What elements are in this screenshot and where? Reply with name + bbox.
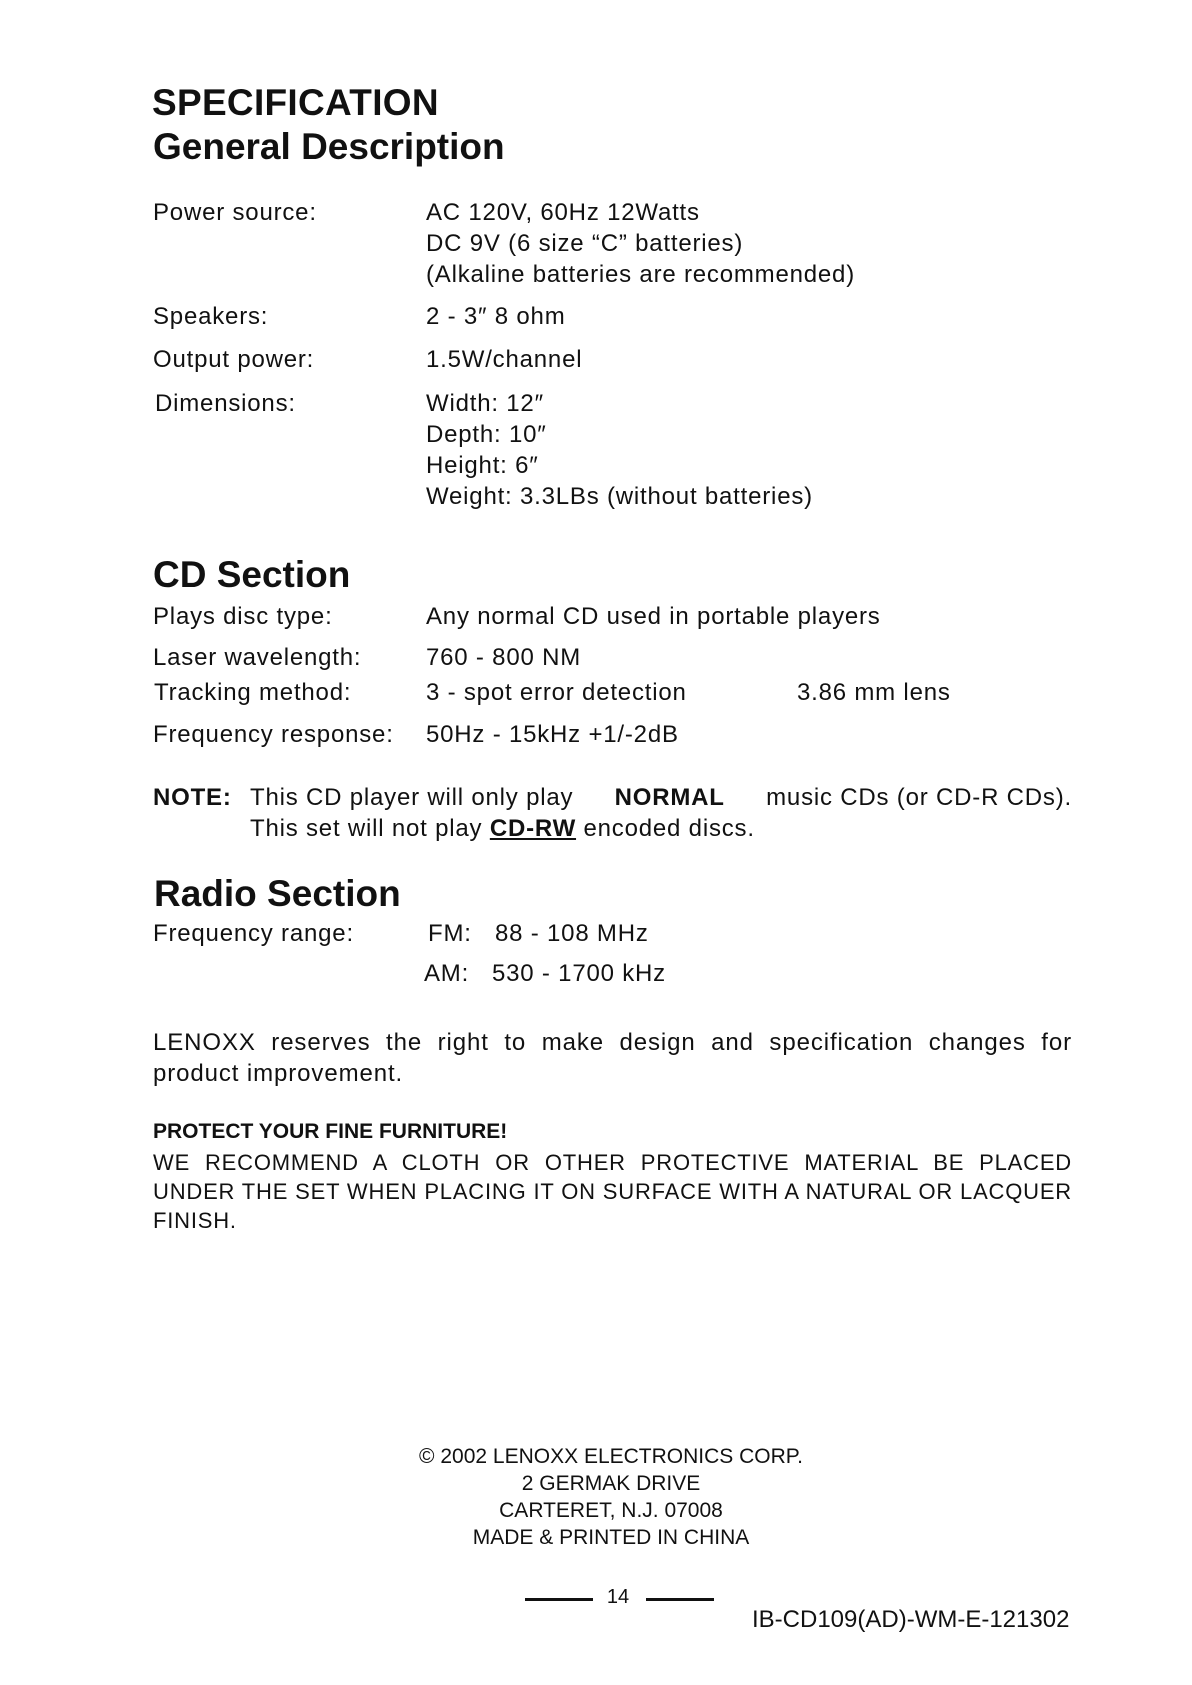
- output-power-value: 1.5W/channel: [426, 346, 583, 373]
- footer-address-street: 2 GERMAK DRIVE: [521, 1472, 701, 1495]
- note-line-2-text-post: encoded discs.: [576, 815, 755, 842]
- laser-wavelength-value: 760 - 800 NM: [426, 644, 582, 671]
- protect-furniture-title: PROTECT YOUR FINE FURNITURE!: [153, 1120, 508, 1143]
- fm-band-value: 88 - 108 MHz: [495, 920, 649, 947]
- note-line-1-text-post: music CDs (or CD-R CDs).: [758, 784, 1072, 811]
- dimensions-height: Height: 6″: [426, 452, 539, 479]
- dimensions-weight: Weight: 3.3LBs (without batteries): [426, 483, 813, 510]
- note-line-2: [250, 815, 755, 843]
- power-source-label: Power source:: [153, 199, 317, 226]
- dimensions-depth: Depth: 10″: [426, 421, 547, 448]
- lens-value: 3.86 mm lens: [797, 679, 951, 706]
- page-title: SPECIFICATION: [152, 82, 439, 123]
- frequency-response-value: 50Hz - 15kHz +1/-2dB: [426, 721, 679, 748]
- tracking-method-label: Tracking method:: [154, 679, 352, 706]
- laser-wavelength-label: Laser wavelength:: [153, 644, 362, 671]
- protect-furniture-body: WE RECOMMEND A CLOTH OR OTHER PROTECTIVE MATERIAL BE PLACED UNDER THE SET WHEN PLACING IT ON SURFACE WITH A NATURAL OR LACQUER FINISH.: [153, 1150, 1072, 1233]
- dimensions-label: Dimensions:: [155, 390, 296, 417]
- tracking-method-value: 3 - spot error detection: [426, 679, 687, 706]
- note-cdrw-emphasis: CD-RW: [489, 815, 577, 842]
- dimensions-width: Width: 12″: [426, 390, 544, 417]
- speakers-label: Speakers:: [153, 303, 269, 330]
- page-number-rule-right: [646, 1598, 714, 1601]
- section-title-radio: Radio Section: [154, 873, 401, 914]
- power-source-value-ac: AC 120V, 60Hz 12Watts: [426, 199, 700, 226]
- am-band-label: AM:: [424, 960, 470, 987]
- power-source-value-dc: DC 9V (6 size “C” batteries): [426, 230, 744, 257]
- model-code: IB-CD109(AD)-WM-E-121302: [752, 1606, 1070, 1633]
- frequency-response-label: Frequency response:: [153, 721, 394, 748]
- am-band-value: 530 - 1700 kHz: [492, 960, 666, 987]
- frequency-range-label: Frequency range:: [153, 920, 354, 947]
- note-line-2-text-pre: This set will not play: [250, 815, 490, 842]
- note-normal-emphasis: NORMAL: [614, 784, 725, 811]
- note-line-1-text-pre: This CD player will only play: [250, 784, 581, 811]
- footer-copyright: © 2002 LENOXX ELECTRONICS CORP.: [419, 1445, 803, 1468]
- disc-type-value: Any normal CD used in portable players: [426, 603, 881, 630]
- disc-type-label: Plays disc type:: [153, 603, 333, 630]
- footer-made-in: MADE & PRINTED IN CHINA: [472, 1526, 750, 1549]
- page-number: 14: [606, 1586, 630, 1608]
- design-change-disclaimer: LENOXX reserves the right to make design and specification changes for product improvement.: [153, 1029, 1072, 1087]
- note-label: NOTE:: [153, 784, 232, 811]
- note-line-1: [250, 784, 1072, 812]
- page-number-rule-left: [525, 1598, 593, 1601]
- section-title-general: General Description: [153, 126, 505, 167]
- output-power-label: Output power:: [153, 346, 315, 373]
- section-title-cd: CD Section: [153, 554, 351, 595]
- speakers-value: 2 - 3″ 8 ohm: [426, 303, 566, 330]
- fm-band-label: FM:: [428, 920, 472, 947]
- footer-address-city: CARTERET, N.J. 07008: [499, 1499, 723, 1522]
- power-source-value-note: (Alkaline batteries are recommended): [426, 261, 855, 288]
